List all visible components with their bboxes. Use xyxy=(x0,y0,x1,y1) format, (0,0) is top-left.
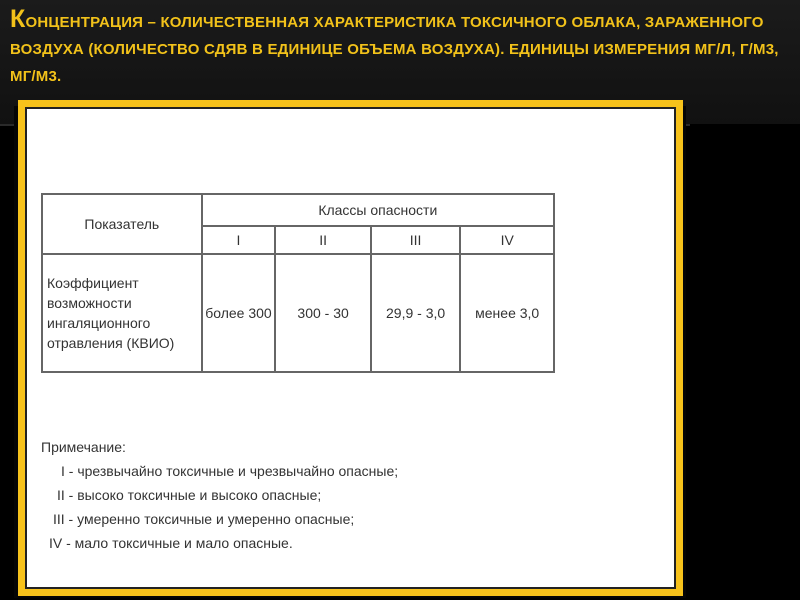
table-row xyxy=(42,254,554,372)
class-3-header: III xyxy=(371,226,461,254)
note-title: Примечание: xyxy=(41,439,126,455)
picture-frame xyxy=(18,100,683,596)
note-block xyxy=(41,435,398,555)
note-line-2: II - высоко токсичные и высоко опасные; xyxy=(57,487,322,503)
background-panel xyxy=(690,124,800,600)
row-label-kvio: Коэффициент возможности ингаляционного отравления (КВИО) xyxy=(42,254,202,372)
note-line-3: III - умеренно токсичные и умеренно опасные; xyxy=(53,511,355,527)
header-indicator: Показатель xyxy=(42,194,202,254)
picture-border xyxy=(25,107,676,589)
table-header-row xyxy=(42,194,554,226)
note-line-1: I - чрезвычайно токсичные и чрезвычайно опасные; xyxy=(61,463,399,479)
slide-title-first-letter: К xyxy=(10,5,26,33)
slide-title xyxy=(10,6,780,90)
value-class-1: более 300 xyxy=(202,254,276,372)
table-image xyxy=(27,109,674,587)
class-1-header: I xyxy=(202,226,276,254)
value-class-2: 300 - 30 xyxy=(275,254,370,372)
note-line-4: IV - мало токсичные и мало опасные. xyxy=(49,535,293,551)
class-2-header: II xyxy=(275,226,370,254)
value-class-3: 29,9 - 3,0 xyxy=(371,254,461,372)
value-class-4: менее 3,0 xyxy=(460,254,554,372)
slide-title-text: ОНЦЕНТРАЦИЯ – КОЛИЧЕСТВЕННАЯ ХАРАКТЕРИСТИКА ТОКСИЧНОГО ОБЛАКА, ЗАРАЖЕННОГО ВОЗДУХА (КОЛИЧЕСТВО СДЯВ В ЕДИНИЦЕ ОБЪЕМА ВОЗДУХА). ЕДИНИЦЫ ИЗМЕРЕНИЯ МГ/Л, Г/М3, МГ/М3. xyxy=(10,14,779,85)
class-4-header: IV xyxy=(460,226,554,254)
header-danger-classes: Классы опасности xyxy=(202,194,554,226)
danger-class-table xyxy=(41,193,555,373)
